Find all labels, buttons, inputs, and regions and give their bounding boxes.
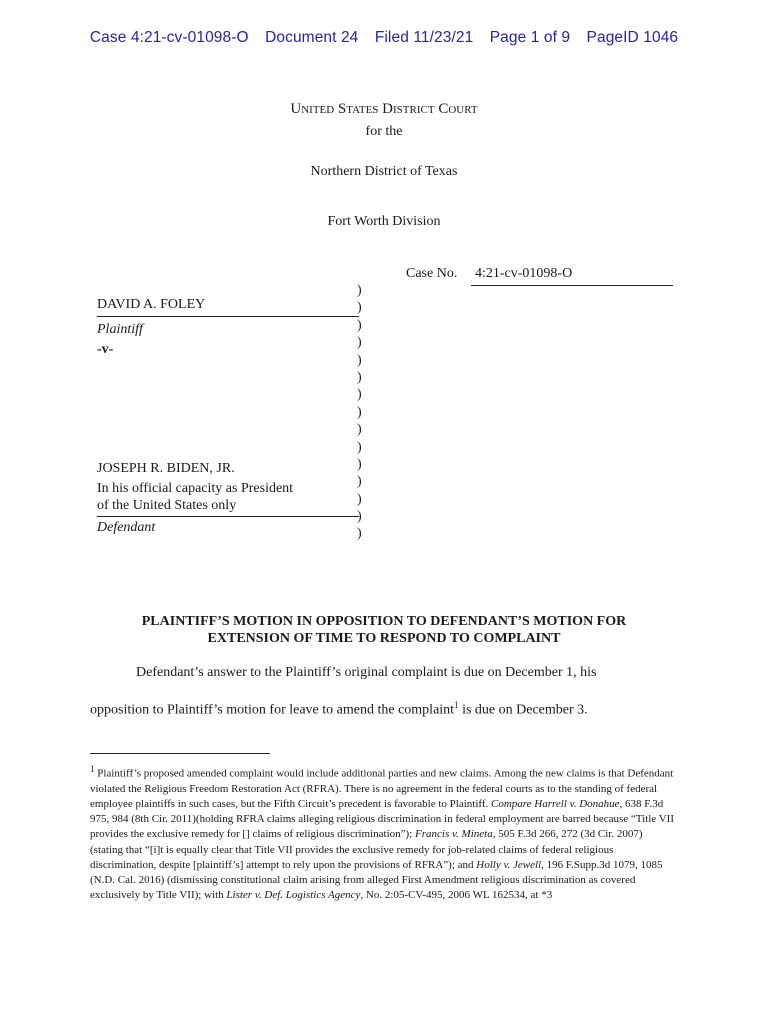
motion-title xyxy=(80,613,688,647)
motion-title-line1: PLAINTIFF’S MOTION IN OPPOSITION TO DEFENDANT’S MOTION FOR xyxy=(141,614,627,629)
caption-paren: ) xyxy=(357,439,362,455)
page-count: Page 1 of 9 xyxy=(489,29,571,46)
caption-paren: ) xyxy=(357,404,362,420)
footnote-marker: 1 xyxy=(90,764,95,774)
body-paragraph-2 xyxy=(90,700,588,719)
caption-paren: ) xyxy=(357,335,362,351)
caption-paren: ) xyxy=(357,422,362,438)
court-division: Fort Worth Division xyxy=(327,214,441,229)
plaintiff-role: Plaintiff xyxy=(97,322,143,337)
footnote xyxy=(90,762,678,903)
document-header xyxy=(0,29,768,47)
court-district: Northern District of Texas xyxy=(310,164,458,179)
plaintiff-name: DAVID A. FOLEY xyxy=(97,297,359,317)
caption-paren: ) xyxy=(357,300,362,316)
footnote-text: , 505 F.3d 266, 272 (3d Cir. 2007) (stating that “[i]t is equally clear that Title VII provides the exclusive remedy for job-related claims of federal religious discrimination, despite [plaintiff’s] attempt to rely upon the provisions of RFRA”); and xyxy=(90,828,643,871)
page-id: PageID 1046 xyxy=(586,29,679,46)
defendant-name: JOSEPH R. BIDEN, JR. xyxy=(97,461,235,476)
caption-paren: ) xyxy=(357,474,362,490)
case-number-label: Case No. xyxy=(406,266,458,281)
footnote-text: Plaintiff’s proposed amended complaint would include additional parties and new claims. Among the new claims is that Defendant violated the Religious Freedom Restoration Act (RFRA). There is no agreement in the federal courts as to the standing of federal employee plaintiffs in such cases, but the Fifth Circuit’s precedent is favorable to Plaintiff. xyxy=(90,767,674,811)
document-number: Document 24 xyxy=(265,29,359,46)
caption-paren: ) xyxy=(357,456,362,472)
court-for: for the xyxy=(365,124,403,139)
caption-paren: ) xyxy=(357,369,362,385)
caption-paren: ) xyxy=(357,317,362,333)
body-paragraph-2-text-a: opposition to Plaintiff’s motion for leave to amend the complaint xyxy=(90,702,455,718)
filed-date: Filed 11/23/21 xyxy=(374,29,474,46)
body-paragraph-1: Defendant’s answer to the Plaintiff’s original complaint is due on December 1, his xyxy=(136,665,597,680)
case-number-header: Case 4:21-cv-01098-O xyxy=(89,29,249,46)
caption-paren: ) xyxy=(357,283,362,298)
body-paragraph-2-text-b: is due on December 3. xyxy=(458,702,588,718)
case-citation: Holly v. Jewell xyxy=(476,858,542,871)
case-citation: Lister v. Def. Logistics Agency xyxy=(226,889,361,902)
caption-paren: ) xyxy=(357,526,362,542)
caption-paren: ) xyxy=(357,387,362,403)
defendant-capacity-line1: In his official capacity as President xyxy=(97,481,294,496)
caption-paren: ) xyxy=(357,491,362,507)
footnote-divider xyxy=(90,753,270,754)
caption-paren: ) xyxy=(357,352,362,368)
defendant-capacity-line2: of the United States only xyxy=(97,498,359,517)
versus-label: -v- xyxy=(97,342,114,357)
footnote-text: , No. 2:05-CV-495, 2006 WL 162534, at *3 xyxy=(360,889,553,902)
defendant-role: Defendant xyxy=(97,520,156,535)
case-citation: Francis v. Mineta xyxy=(415,828,493,841)
footnote-reference[interactable]: 1 xyxy=(454,700,459,710)
footnote-text: , 638 F.3d 975, 984 (8th Cir. 2011)(holding RFRA claims alleging religious discrimination in federal employment are barred because “Title VII provides the exclusive remedy for [] claims of religious discrimination”); xyxy=(90,798,675,841)
case-number-value: 4:21-cv-01098-O xyxy=(471,266,673,286)
footnote-text: , 196 F.Supp.3d 1079, 1085 (N.D. Cal. 2016) (dismissing constitutional claim arising from alleged First Amendment religious discrimination as covered exclusively by Title VII); with xyxy=(90,858,663,902)
case-citation: Compare Harrell v. Donahue xyxy=(491,798,620,811)
caption-paren: ) xyxy=(357,509,362,525)
court-name: United States District Court xyxy=(290,101,478,117)
motion-title-line2: EXTENSION OF TIME TO RESPOND TO COMPLAINT xyxy=(207,631,561,646)
